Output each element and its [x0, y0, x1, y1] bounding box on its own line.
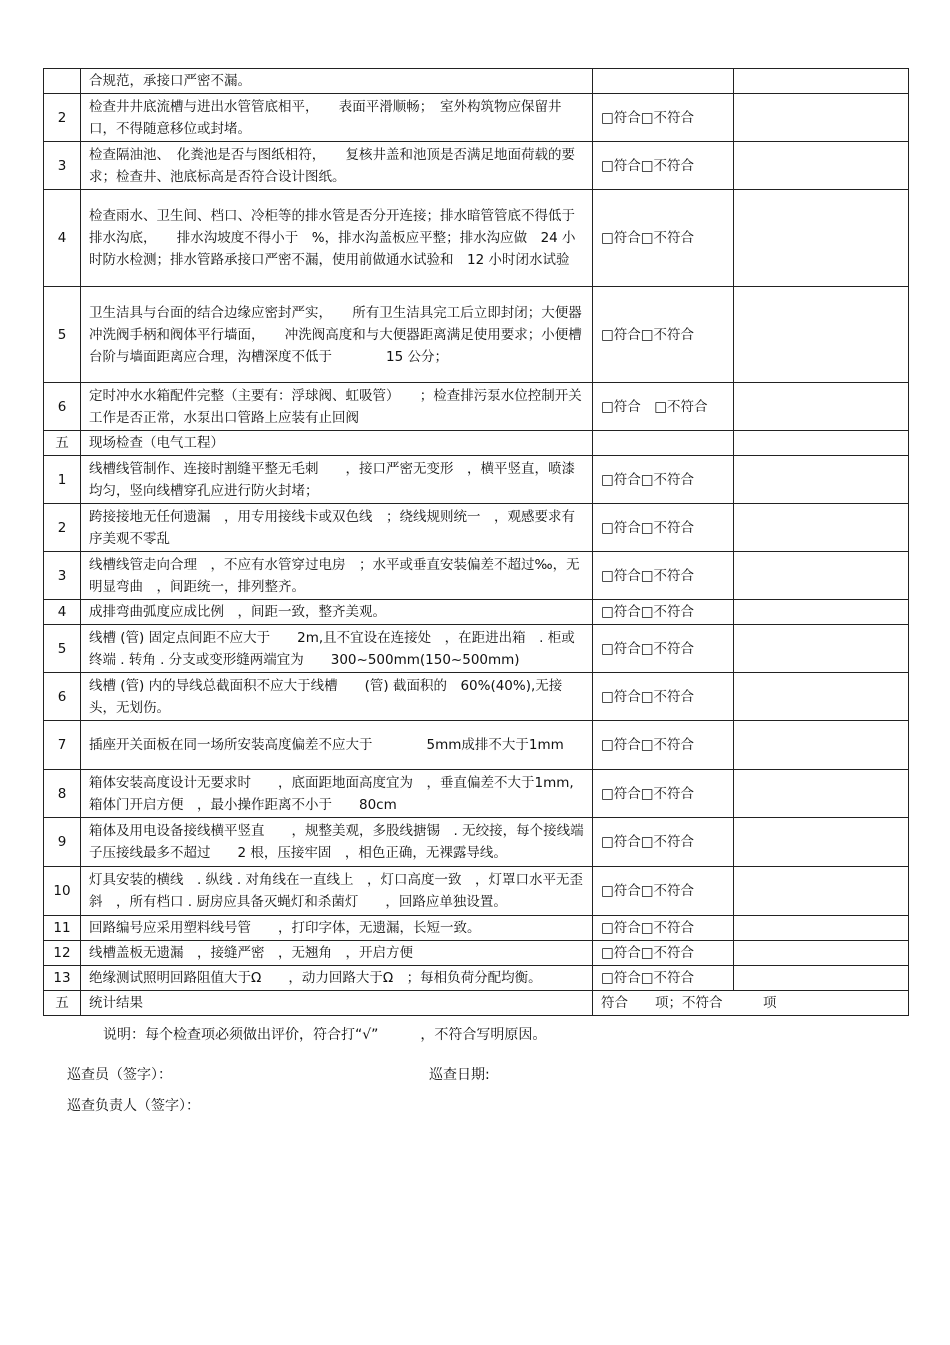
- check-item: 线槽 (管) 固定点间距不应大于 2m,且不宜设在连接处 ，在距进出箱 . 柜或终端 . 转角 . 分支或变形缝两端宜为 300~500mm(150~500mm): [81, 625, 593, 673]
- remark-cell[interactable]: [734, 504, 909, 552]
- check-item: 线槽线管走向合理 ，不应有水管穿过电房 ；水平或垂直安装偏差不超过‰，无明显弯曲 ，间距统一，排列整齐。: [81, 552, 593, 600]
- table-row: [44, 916, 909, 941]
- result-cell[interactable]: □符合□不符合: [593, 941, 734, 966]
- result-cell[interactable]: □符合□不符合: [593, 916, 734, 941]
- remark-cell[interactable]: [734, 770, 909, 818]
- result-cell[interactable]: [593, 69, 734, 94]
- remark-cell[interactable]: [734, 916, 909, 941]
- table-row: [44, 941, 909, 966]
- remark-cell[interactable]: [734, 431, 909, 456]
- check-item: 线槽线管制作、连接时割缝平整无毛刺 ，接口严密无变形 ，横平竖直，喷漆均匀，竖向线槽穿孔应进行防火封堵；: [81, 456, 593, 504]
- remark-cell[interactable]: [734, 552, 909, 600]
- check-item: 回路编号应采用塑料线号管 ，打印字体，无遗漏，长短一致。: [81, 916, 593, 941]
- remark-cell[interactable]: [734, 383, 909, 431]
- table-row: [44, 456, 909, 504]
- note-text: 说明：每个检查项必须做出评价，符合打“√” ，不符合写明原因。: [103, 1027, 547, 1043]
- table-row: [44, 600, 909, 625]
- check-item: 插座开关面板在同一场所安装高度偏差不应大于 5mm成排不大于1mm: [81, 721, 593, 770]
- table-row: [44, 142, 909, 190]
- result-cell[interactable]: □符合□不符合: [593, 673, 734, 721]
- table-row: [44, 966, 909, 991]
- row-number: 4: [44, 600, 81, 625]
- remark-cell[interactable]: [734, 867, 909, 916]
- row-number: 5: [44, 625, 81, 673]
- inspection-table: [43, 68, 909, 1016]
- row-number: 3: [44, 552, 81, 600]
- result-cell[interactable]: □符合□不符合: [593, 552, 734, 600]
- remark-cell[interactable]: [734, 287, 909, 383]
- check-item: 成排弯曲弧度应成比例 ，间距一致，整齐美观。: [81, 600, 593, 625]
- check-item: 检查井井底流槽与进出水管管底相平， 表面平滑顺畅； 室外构筑物应保留井口，不得随意移位或封堵。: [81, 94, 593, 142]
- inspector-signature-label: 巡查员（签字）：: [67, 1067, 172, 1083]
- section-title: 现场检查（电气工程）: [81, 431, 593, 456]
- row-number: 1: [44, 456, 81, 504]
- check-item: 灯具安装的横线 . 纵线 . 对角线在一直线上 ，灯口高度一致 ，灯罩口水平无歪斜 ，所有档口 . 厨房应具备灭蝇灯和杀菌灯 ，回路应单独设置。: [81, 867, 593, 916]
- check-item: 箱体及用电设备接线横平竖直 ，规整美观，多股线搪锡 . 无绞接，每个接线端子压接线最多不超过 2 根，压接牢固 ，相色正确，无裸露导线。: [81, 818, 593, 867]
- row-number: 8: [44, 770, 81, 818]
- row-number: 10: [44, 867, 81, 916]
- summary-result[interactable]: 符合 项；不符合 项: [593, 991, 909, 1016]
- table-row: [44, 190, 909, 287]
- section-number: 五: [44, 991, 81, 1016]
- row-number: [44, 69, 81, 94]
- result-cell[interactable]: □符合□不符合: [593, 94, 734, 142]
- table-row: [44, 287, 909, 383]
- remark-cell[interactable]: [734, 966, 909, 991]
- inspection-date-label: 巡查日期:: [429, 1067, 490, 1083]
- row-number: 6: [44, 383, 81, 431]
- remark-cell[interactable]: [734, 673, 909, 721]
- check-item: 检查雨水、卫生间、档口、冷柜等的排水管是否分开连接；排水暗管管底不得低于排水沟底， 排水沟坡度不得小于 %，排水沟盖板应平整；排水沟应做 24 小时防水检测；排水管路承接口严密不漏，使用前做通水试验和 12 小时闭水试验: [81, 190, 593, 287]
- remark-cell[interactable]: [734, 190, 909, 287]
- table-row: [44, 818, 909, 867]
- check-item: 跨接接地无任何遗漏 ，用专用接线卡或双色线 ；绕线规则统一 ，观感要求有序美观不零乱: [81, 504, 593, 552]
- check-item: 箱体安装高度设计无要求时 ，底面距地面高度宜为 ，垂直偏差不大于1mm,箱体门开启方便 ，最小操作距离不小于 80cm: [81, 770, 593, 818]
- result-cell[interactable]: □符合□不符合: [593, 966, 734, 991]
- row-number: 2: [44, 504, 81, 552]
- check-item: 卫生洁具与台面的结合边缘应密封严实， 所有卫生洁具完工后立即封闭；大便器冲洗阀手柄和阀体平行墙面， 冲洗阀高度和与大便器距离满足使用要求；小便槽台阶与墙面距离应合理，沟槽深度不低于 15 公分；: [81, 287, 593, 383]
- table-row: [44, 673, 909, 721]
- table-row: [44, 383, 909, 431]
- row-number: 9: [44, 818, 81, 867]
- result-cell[interactable]: □符合□不符合: [593, 721, 734, 770]
- row-number: 11: [44, 916, 81, 941]
- manager-signature-label: 巡查负责人（签字）：: [67, 1098, 200, 1114]
- table-row: [44, 552, 909, 600]
- check-item: 定时冲水水箱配件完整（主要有：浮球阀、虹吸管） ；检查排污泵水位控制开关工作是否正常，水泵出口管路上应装有止回阀: [81, 383, 593, 431]
- table-row: [44, 991, 909, 1016]
- check-item: 绝缘测试照明回路阻值大于Ω ，动力回路大于Ω ；每相负荷分配均衡。: [81, 966, 593, 991]
- remark-cell[interactable]: [734, 69, 909, 94]
- result-cell[interactable]: □符合□不符合: [593, 600, 734, 625]
- result-cell[interactable]: □符合□不符合: [593, 142, 734, 190]
- remark-cell[interactable]: [734, 721, 909, 770]
- remark-cell[interactable]: [734, 142, 909, 190]
- summary-title: 统计结果: [81, 991, 593, 1016]
- row-number: 5: [44, 287, 81, 383]
- row-number: 13: [44, 966, 81, 991]
- row-number: 6: [44, 673, 81, 721]
- section-number: 五: [44, 431, 81, 456]
- result-cell[interactable]: □符合□不符合: [593, 867, 734, 916]
- remark-cell[interactable]: [734, 456, 909, 504]
- row-number: 3: [44, 142, 81, 190]
- table-row: [44, 721, 909, 770]
- check-item: 线槽盖板无遗漏 ，接缝严密 ，无翘角 ，开启方便: [81, 941, 593, 966]
- table-row: [44, 94, 909, 142]
- table-row: [44, 867, 909, 916]
- table-row: [44, 770, 909, 818]
- check-item: 线槽 (管) 内的导线总截面积不应大于线槽 (管) 截面积的 60%(40%),无接头，无划伤。: [81, 673, 593, 721]
- table-row: [44, 504, 909, 552]
- result-cell[interactable]: [593, 431, 734, 456]
- result-cell[interactable]: □符合□不符合: [593, 287, 734, 383]
- result-cell[interactable]: □符合□不符合: [593, 190, 734, 287]
- remark-cell[interactable]: [734, 94, 909, 142]
- result-cell[interactable]: □符合 □不符合: [593, 383, 734, 431]
- remark-cell[interactable]: [734, 941, 909, 966]
- remark-cell[interactable]: [734, 600, 909, 625]
- result-cell[interactable]: □符合□不符合: [593, 456, 734, 504]
- result-cell[interactable]: □符合□不符合: [593, 504, 734, 552]
- row-number: 4: [44, 190, 81, 287]
- row-number: 12: [44, 941, 81, 966]
- result-cell[interactable]: □符合□不符合: [593, 770, 734, 818]
- result-cell[interactable]: □符合□不符合: [593, 818, 734, 867]
- remark-cell[interactable]: [734, 818, 909, 867]
- check-item: 合规范，承接口严密不漏。: [81, 69, 593, 94]
- table-row: [44, 69, 909, 94]
- remark-cell[interactable]: [734, 625, 909, 673]
- row-number: 2: [44, 94, 81, 142]
- table-row: [44, 625, 909, 673]
- row-number: 7: [44, 721, 81, 770]
- table-row: [44, 431, 909, 456]
- check-item: 检查隔油池、 化粪池是否与图纸相符， 复核井盖和池顶是否满足地面荷载的要求；检查井、池底标高是否符合设计图纸。: [81, 142, 593, 190]
- result-cell[interactable]: □符合□不符合: [593, 625, 734, 673]
